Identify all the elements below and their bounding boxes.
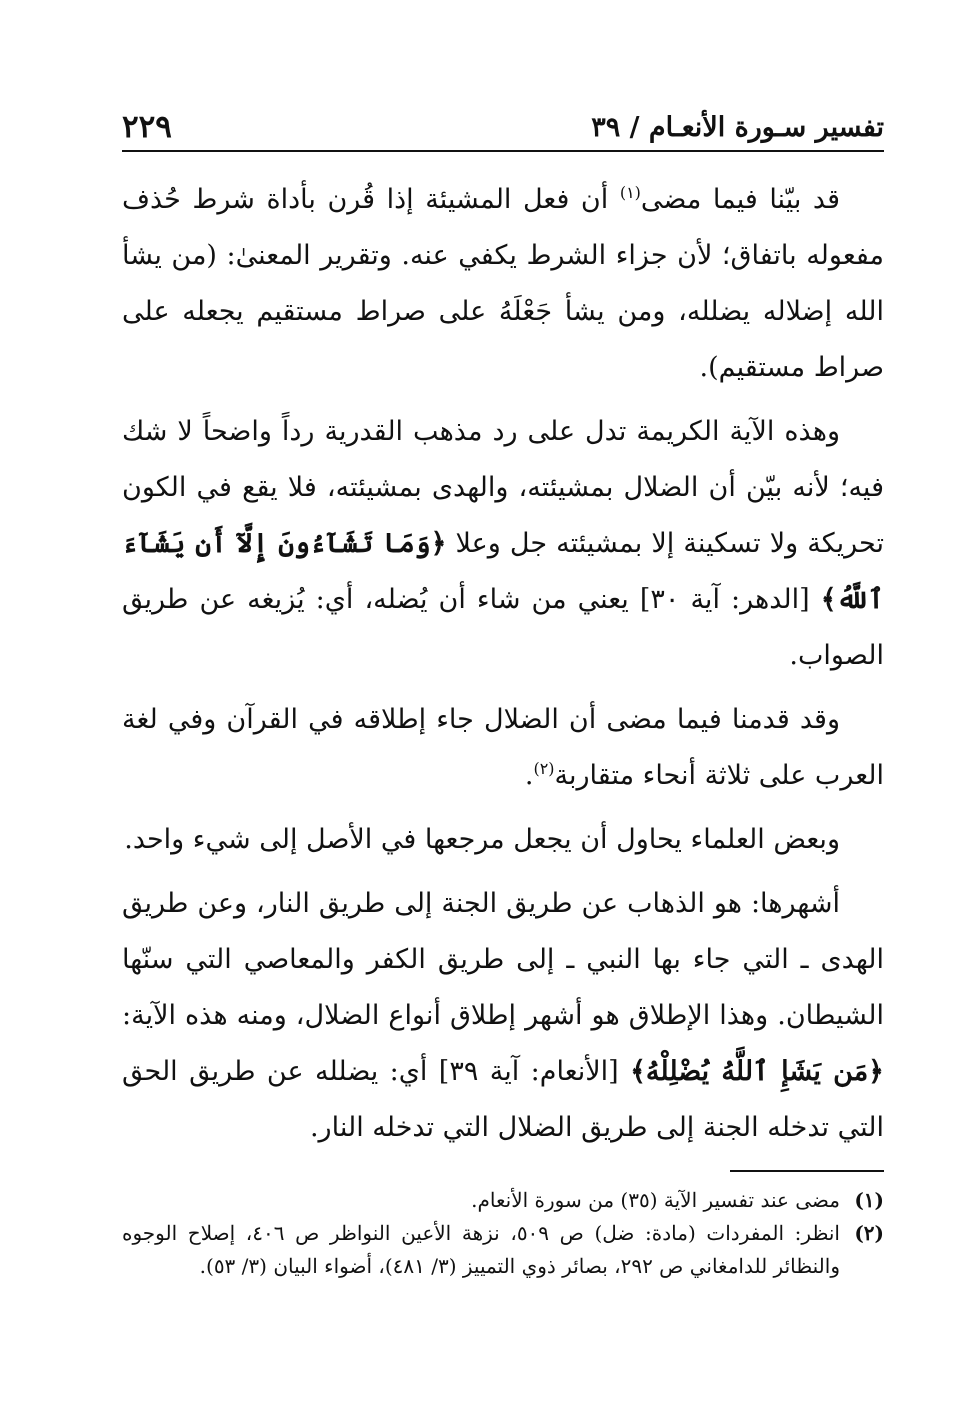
page-number: ٢٢٩ bbox=[122, 109, 172, 145]
paragraph-3-text-b: . bbox=[524, 760, 534, 791]
paragraph-4 bbox=[122, 812, 884, 868]
paragraph-1-text-b: أن فعل المشيئة إذا قُرن بأداة شرط حُذف مفعوله باتفاق؛ لأن جزاء الشرط يكفي عنه. وتقرير المعنىٰ: (من يشأ الله إضلاله يضلله، ومن يشأ جَعْلَهُ على صراط مستقيم يجعله على صراط مستقيم). bbox=[122, 184, 884, 383]
header-rule bbox=[122, 150, 884, 152]
footnote-1-number: (١) bbox=[854, 1188, 884, 1212]
paragraph-5 bbox=[122, 876, 884, 1156]
footnotes bbox=[122, 1184, 884, 1283]
paragraph-5-text-b: [الأنعام: آية ٣٩] أي: يضلله عن طريق الحق التي تدخله الجنة إلى طريق الضلال التي تدخله النار. bbox=[122, 1056, 884, 1143]
footnote-ref-1: (١) bbox=[619, 183, 641, 202]
footnote-2-number: (٢) bbox=[854, 1221, 884, 1245]
quran-verse-1: ﴿وَمَا تَشَآءُونَ إِلَّآ أَن يَشَآءَ ٱللَّهُ﴾ bbox=[122, 528, 884, 615]
paragraph-2-text-a: وهذه الآية الكريمة تدل على رد مذهب القدرية رداً واضحاً لا شك فيه؛ لأنه بيّن أن الضلال بمشيئته، والهدى بمشيئته، فلا يقع في الكون تحريكة ولا تسكينة إلا بمشيئته جل وعلا bbox=[122, 416, 885, 559]
footnote-ref-2: (٢) bbox=[533, 759, 555, 778]
footnote-1 bbox=[122, 1184, 884, 1217]
running-title: تفسير سـورة الأنعـام / ٣٩ bbox=[591, 111, 884, 143]
footnote-rule bbox=[730, 1170, 884, 1172]
paragraph-3-text-a: وقد قدمنا فيما مضى أن الضلال جاء إطلاقه في القرآن وفي لغة العرب على ثلاثة أنحاء متقاربة bbox=[122, 704, 884, 791]
quran-verse-2: ﴿مَن يَشَإِ ٱللَّهُ يُضْلِلْهُ﴾ bbox=[630, 1056, 884, 1087]
paragraph-2 bbox=[122, 404, 884, 684]
footnote-1-text: مضى عند تفسير الآية (٣٥) من سورة الأنعام. bbox=[471, 1188, 840, 1212]
paragraph-1 bbox=[122, 172, 884, 396]
main-text bbox=[122, 172, 884, 1164]
footnote-2-text: انظر: المفردات (مادة: ضل) ص ٥٠٩، نزهة الأعين النواظر ص ٤٠٦، إصلاح الوجوه والنظائر للدامغاني ص ٢٩٢، بصائر ذوي التمييز (٣/ ٤٨١)، أضواء البيان (٣/ ٥٣). bbox=[122, 1221, 840, 1278]
paragraph-4-text: وبعض العلماء يحاول أن يجعل مرجعها في الأصل إلى شيء واحد. bbox=[124, 824, 840, 855]
footnote-2 bbox=[122, 1217, 884, 1283]
page-header bbox=[122, 104, 884, 150]
paragraph-2-text-b: [الدهر: آية ٣٠] يعني من شاء أن يُضله، أي: يُزيغه عن طريق الصواب. bbox=[122, 584, 884, 671]
paragraph-1-text-a: قد بيّنا فيما مضى bbox=[640, 184, 840, 215]
paragraph-3 bbox=[122, 692, 884, 804]
paragraph-5-text-a: أشهرها: هو الذهاب عن طريق الجنة إلى طريق النار، وعن طريق الهدى ـ التي جاء بها النبي ـ إلى طريق الكفر والمعاصي التي سنّها الشيطان. وهذا الإطلاق هو أشهر إطلاق أنواع الضلال، ومنه هذه الآية: bbox=[122, 888, 884, 1031]
